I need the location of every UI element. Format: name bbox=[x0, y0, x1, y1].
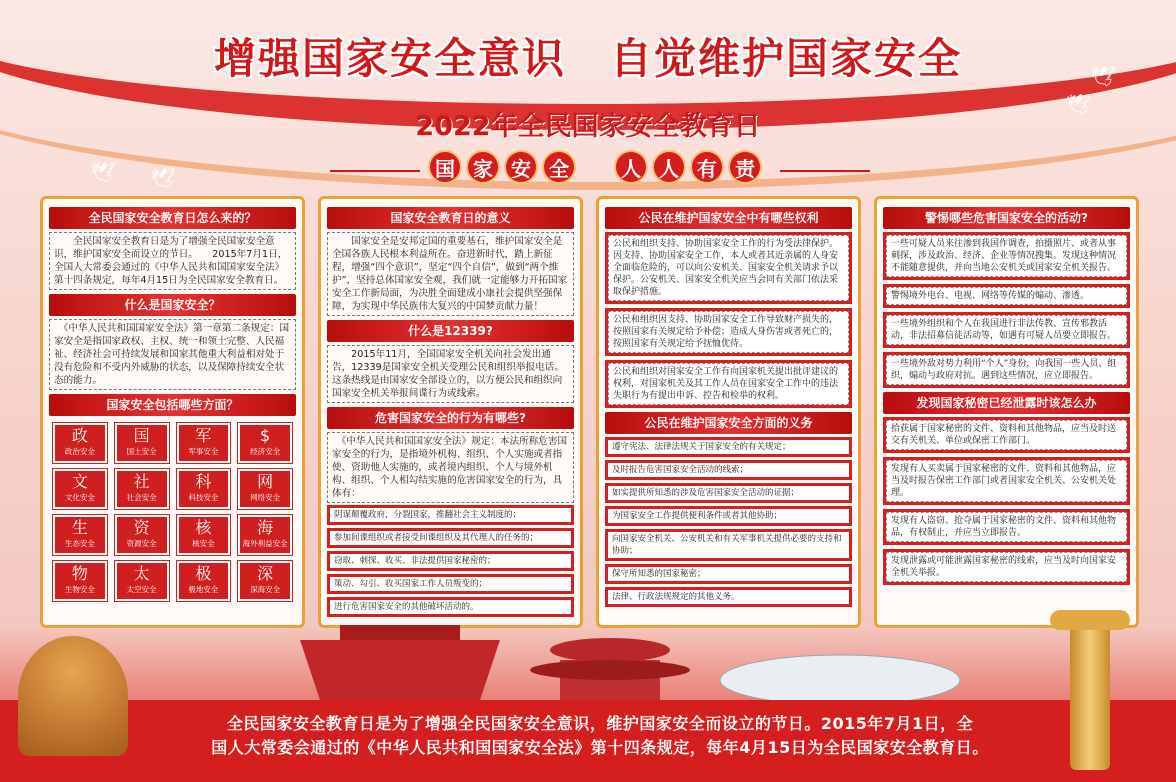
motto-char: 人 bbox=[652, 150, 686, 184]
rights-text: 公民和组织因支持、协助国家安全工作导致财产损失的，按照国家有关规定给予补偿；造成人身伤害或者死亡的，按照国家有关规定给予抚恤优待。 bbox=[608, 311, 849, 353]
duty-item bbox=[605, 483, 852, 503]
aspect-label: 文化安全 bbox=[64, 493, 95, 502]
aspect-icon: 网 bbox=[257, 472, 274, 491]
list-item-text: 进行危害国家安全的其他破坏活动的。 bbox=[330, 600, 571, 614]
aspect-icon: 极 bbox=[195, 564, 212, 583]
aspect-tile bbox=[115, 561, 169, 601]
duty-text: 向国家安全机关、公安机关和有关军事机关提供必要的支持和协助； bbox=[608, 532, 849, 558]
aspect-label: 极地安全 bbox=[188, 585, 219, 594]
list-item bbox=[327, 528, 574, 548]
aspect-icon: 资 bbox=[133, 518, 150, 537]
section-text: 全民国家安全教育日是为了增强全民国家安全意识，维护国家安全而设立的节日。 2015年7月1日，全国人大常委会通过的《中华人民共和国国家安全法》第十四条规定，每年4月15日为全民国家安全教育日。 bbox=[49, 232, 296, 290]
warning-text: 一些境外敌对势力利用“个人”身份，向我国一些人员、组织，煽动与政府对抗。遇到这些情况，应立即报告。 bbox=[886, 355, 1127, 385]
leak-item bbox=[883, 457, 1130, 505]
pavilion-roof bbox=[340, 625, 460, 640]
aspect-label: 国土安全 bbox=[126, 447, 157, 456]
leak-item bbox=[883, 549, 1130, 585]
duty-item bbox=[605, 506, 852, 526]
rights-item bbox=[605, 360, 852, 408]
motto-char: 全 bbox=[542, 150, 576, 184]
aspect-tile bbox=[115, 423, 169, 463]
warning-text: 一些可疑人员来往渗到我国作调查，拍摄照片、或者从事刺探，涉及政治、经济、企业等情况搜集。发现这种情况不能随意提供，并向当地公安机关或国家安全机关报告。 bbox=[886, 235, 1127, 277]
leak-text: 发现有人盗窃、抢夺属于国家秘密的文件、资料和其他物品，有权制止，并应当立即报告。 bbox=[886, 512, 1127, 542]
aspect-label: 深海安全 bbox=[250, 585, 281, 594]
duty-item bbox=[605, 437, 852, 457]
section-text: 《中华人民共和国国家安全法》规定：本法所称危害国家安全的行为，是指境外机构、组织、个人实施或者指使、资助他人实施的，或者境内组织、个人与境外机构、组织、个人相勾结实施的危害国家安全的行为，具体有： bbox=[327, 432, 574, 503]
aspect-label: 生物安全 bbox=[64, 585, 95, 594]
section-header: 警惕哪些危害国家安全的活动? bbox=[883, 207, 1130, 229]
section-header: 全民国家安全教育日怎么来的？ bbox=[49, 207, 296, 229]
aspect-icon: 物 bbox=[71, 564, 88, 583]
aspect-label: 资源安全 bbox=[126, 539, 157, 548]
aspect-label: 政治安全 bbox=[64, 447, 95, 456]
aspect-icon: 社 bbox=[133, 472, 150, 491]
duty-item bbox=[605, 587, 852, 607]
aspect-tile bbox=[53, 515, 107, 555]
aspect-icon: 文 bbox=[71, 472, 88, 491]
panel-significance bbox=[318, 196, 583, 628]
landmark-buildings bbox=[280, 620, 980, 710]
aspect-icon: 深 bbox=[257, 564, 274, 583]
motto-bar bbox=[0, 150, 1176, 190]
duty-text: 遵守宪法、法律法规关于国家安全的有关规定； bbox=[608, 440, 849, 454]
section-header: 危害国家安全的行为有哪些? bbox=[327, 407, 574, 429]
huabiao-pillar bbox=[1070, 620, 1110, 770]
leak-text: 发现有人买卖属于国家秘密的文件、资料和其他物品，应当及时报告保密工作部门或者国家安全机关、公安机关处理。 bbox=[886, 460, 1127, 502]
aspect-label: 海外利益安全 bbox=[242, 539, 288, 548]
panel-origin bbox=[40, 196, 305, 628]
section-text: 《中华人民共和国国家安全法》第一章第二条规定：国家安全是指国家政权、主权、统一和领土完整、人民福祉、经济社会可持续发展和国家其他重大利益相对处于没有危险和不受内外威胁的状态，以及保障持续安全状态的能力。 bbox=[49, 319, 296, 390]
rights-text: 公民和组织对国家安全工作有向国家机关提出批评建议的权利，对国家机关及其工作人员在国家安全工作中的违法失职行为有提出申诉、控告和检举的权利。 bbox=[608, 363, 849, 405]
aspect-label: 核安全 bbox=[192, 539, 215, 548]
aspect-icon: 政 bbox=[71, 426, 88, 445]
aspect-icon: 军 bbox=[195, 426, 212, 445]
aspect-label: 网络安全 bbox=[250, 493, 281, 502]
aspect-label: 科技安全 bbox=[188, 493, 219, 502]
aspect-icon: $ bbox=[260, 426, 271, 445]
list-item-text: 策动、勾引、收买国家工作人员叛变的； bbox=[330, 577, 571, 591]
warning-text: 一些境外组织和个人在我国进行非法传教、宣传邪教活动，非法招募信徒活动等，如遇有可疑人员要立即报告。 bbox=[886, 315, 1127, 345]
aspect-label: 经济安全 bbox=[250, 447, 281, 456]
list-item bbox=[327, 597, 574, 617]
birds-nest-stadium bbox=[720, 655, 960, 705]
aspect-icon: 海 bbox=[257, 518, 274, 537]
aspect-label: 军事安全 bbox=[188, 447, 219, 456]
list-item-text: 参加间谍组织或者接受间谍组织及其代理人的任务的； bbox=[330, 531, 571, 545]
list-item bbox=[327, 551, 574, 571]
aspect-tile bbox=[177, 515, 231, 555]
leak-text: 发现泄露或可能泄露国家秘密的线索，应当及时向国家安全机关举报。 bbox=[886, 552, 1127, 582]
china-pavilion bbox=[300, 640, 500, 700]
page-title: 增强国家安全意识 自觉维护国家安全 bbox=[213, 34, 962, 83]
warning-item bbox=[883, 232, 1130, 280]
duty-text: 如实提供所知悉的涉及危害国家安全活动的证据； bbox=[608, 486, 849, 500]
section-text: 国家安全是安邦定国的重要基石，维护国家安全是全国各族人民根本利益所在。奋进新时代，踏上新征程，增强“四个意识”，坚定“四个自信”，做到“两个维护”，坚持总体国家安全观，我们就一定能够力开拓国家安全工作新局面，为决胜全面建成小康社会提供坚强保障，为实现中华民族伟大复兴的中国梦贡献力量！ bbox=[327, 232, 574, 316]
list-item bbox=[327, 505, 574, 525]
motto-char: 国 bbox=[428, 150, 462, 184]
panel-rights bbox=[596, 196, 861, 628]
dove-icon: 🕊 bbox=[1066, 92, 1092, 116]
footer-line: 全民国家安全教育日是为了增强全民国家安全意识，维护国家安全而设立的节日。2015年7月1日，全 bbox=[226, 714, 974, 733]
warning-text: 警惕境外电台、电视、网络等传媒的煽动、渗透。 bbox=[886, 287, 1127, 305]
leak-text: 拾获属于国家秘密的文件、资料和其他物品，应当及时送交有关机关、单位或保密工作部门。 bbox=[886, 420, 1127, 450]
temple-roof-lower bbox=[530, 660, 690, 680]
huabiao-top bbox=[1050, 610, 1130, 630]
duty-text: 法律、行政法规规定的其他义务。 bbox=[608, 590, 849, 604]
footer-text bbox=[150, 712, 1050, 760]
duty-item bbox=[605, 460, 852, 480]
dove-icon: 🕊 bbox=[1090, 64, 1116, 88]
aspect-tile bbox=[238, 561, 292, 601]
rights-item bbox=[605, 232, 852, 304]
aspect-icon: 核 bbox=[195, 518, 212, 537]
duty-item bbox=[605, 529, 852, 561]
motto-char: 家 bbox=[466, 150, 500, 184]
section-header: 发现国家秘密已经泄露时该怎么办 bbox=[883, 392, 1130, 414]
warning-item bbox=[883, 284, 1130, 308]
security-aspects-grid bbox=[49, 419, 296, 605]
aspect-tile bbox=[238, 469, 292, 509]
aspect-tile bbox=[115, 515, 169, 555]
list-item-text: 窃取、刺探、收买、非法提供国家秘密的； bbox=[330, 554, 571, 568]
aspect-icon: 国 bbox=[133, 426, 150, 445]
dove-icon: 🕊 bbox=[90, 160, 116, 184]
rights-text: 公民和组织支持、协助国家安全工作的行为受法律保护。因支持、协助国家安全工作，本人或者其近亲属的人身安全面临危险的，可以向公安机关、国家安全机关请求予以保护。公安机关、国家安全机关应当会同有关部门依法采取保护措施。 bbox=[608, 235, 849, 301]
aspect-label: 社会安全 bbox=[126, 493, 157, 502]
aspect-label: 太空安全 bbox=[126, 585, 157, 594]
aspect-tile bbox=[177, 423, 231, 463]
section-header: 什么是国家安全？ bbox=[49, 294, 296, 316]
duty-item bbox=[605, 564, 852, 584]
warning-item bbox=[883, 312, 1130, 348]
section-header: 国家安全包括哪些方面？ bbox=[49, 394, 296, 416]
aspect-tile bbox=[177, 561, 231, 601]
motto-char: 责 bbox=[728, 150, 762, 184]
aspect-icon: 生 bbox=[71, 518, 88, 537]
section-text: 2015年11月，全国国家安全机关向社会发出通告，12339是国家安全机关受理公民和组织举报电话。这条热线是由国家安全部设立的，以方便公民和组织向国家安全机关举报间谍行为或线索。 bbox=[327, 345, 574, 403]
section-header: 公民在维护国家安全中有哪些权利 bbox=[605, 207, 852, 229]
aspect-tile bbox=[238, 515, 292, 555]
aspect-tile bbox=[53, 561, 107, 601]
motto-char: 有 bbox=[690, 150, 724, 184]
section-header: 国家安全教育日的意义 bbox=[327, 207, 574, 229]
list-item bbox=[327, 574, 574, 594]
warning-item bbox=[883, 352, 1130, 388]
aspect-icon: 科 bbox=[195, 472, 212, 491]
duty-text: 为国家安全工作提供便利条件或者其他协助； bbox=[608, 509, 849, 523]
aspect-tile bbox=[177, 469, 231, 509]
leak-item bbox=[883, 417, 1130, 453]
leak-item bbox=[883, 509, 1130, 545]
footer-line: 国人大常委会通过的《中华人民共和国国家安全法》第十四条规定，每年4月15日为全民国家安全教育日。 bbox=[211, 738, 989, 757]
motto-line bbox=[330, 170, 420, 172]
motto-char: 人 bbox=[614, 150, 648, 184]
aspect-tile bbox=[53, 423, 107, 463]
aspect-tile bbox=[53, 469, 107, 509]
motto-char: 安 bbox=[504, 150, 538, 184]
duty-text: 及时报告危害国家安全活动的线索； bbox=[608, 463, 849, 477]
page-subtitle: 2022年全民国家安全教育日 bbox=[415, 111, 761, 142]
list-item-text: 阴谋颠覆政府，分裂国家，推翻社会主义制度的； bbox=[330, 508, 571, 522]
rights-item bbox=[605, 308, 852, 356]
aspect-label: 生态安全 bbox=[64, 539, 95, 548]
aspect-icon: 太 bbox=[133, 564, 150, 583]
section-header: 公民在维护国家安全方面的义务 bbox=[605, 412, 852, 434]
motto-line bbox=[780, 170, 870, 172]
aspect-tile bbox=[238, 423, 292, 463]
aspect-tile bbox=[115, 469, 169, 509]
stone-lion-statue bbox=[18, 636, 128, 756]
dove-icon: 🕊 bbox=[150, 166, 176, 190]
section-header: 什么是12339? bbox=[327, 320, 574, 342]
duty-text: 保守所知悉的国家秘密； bbox=[608, 567, 849, 581]
temple-roof bbox=[550, 638, 670, 662]
panel-vigilance bbox=[874, 196, 1139, 628]
